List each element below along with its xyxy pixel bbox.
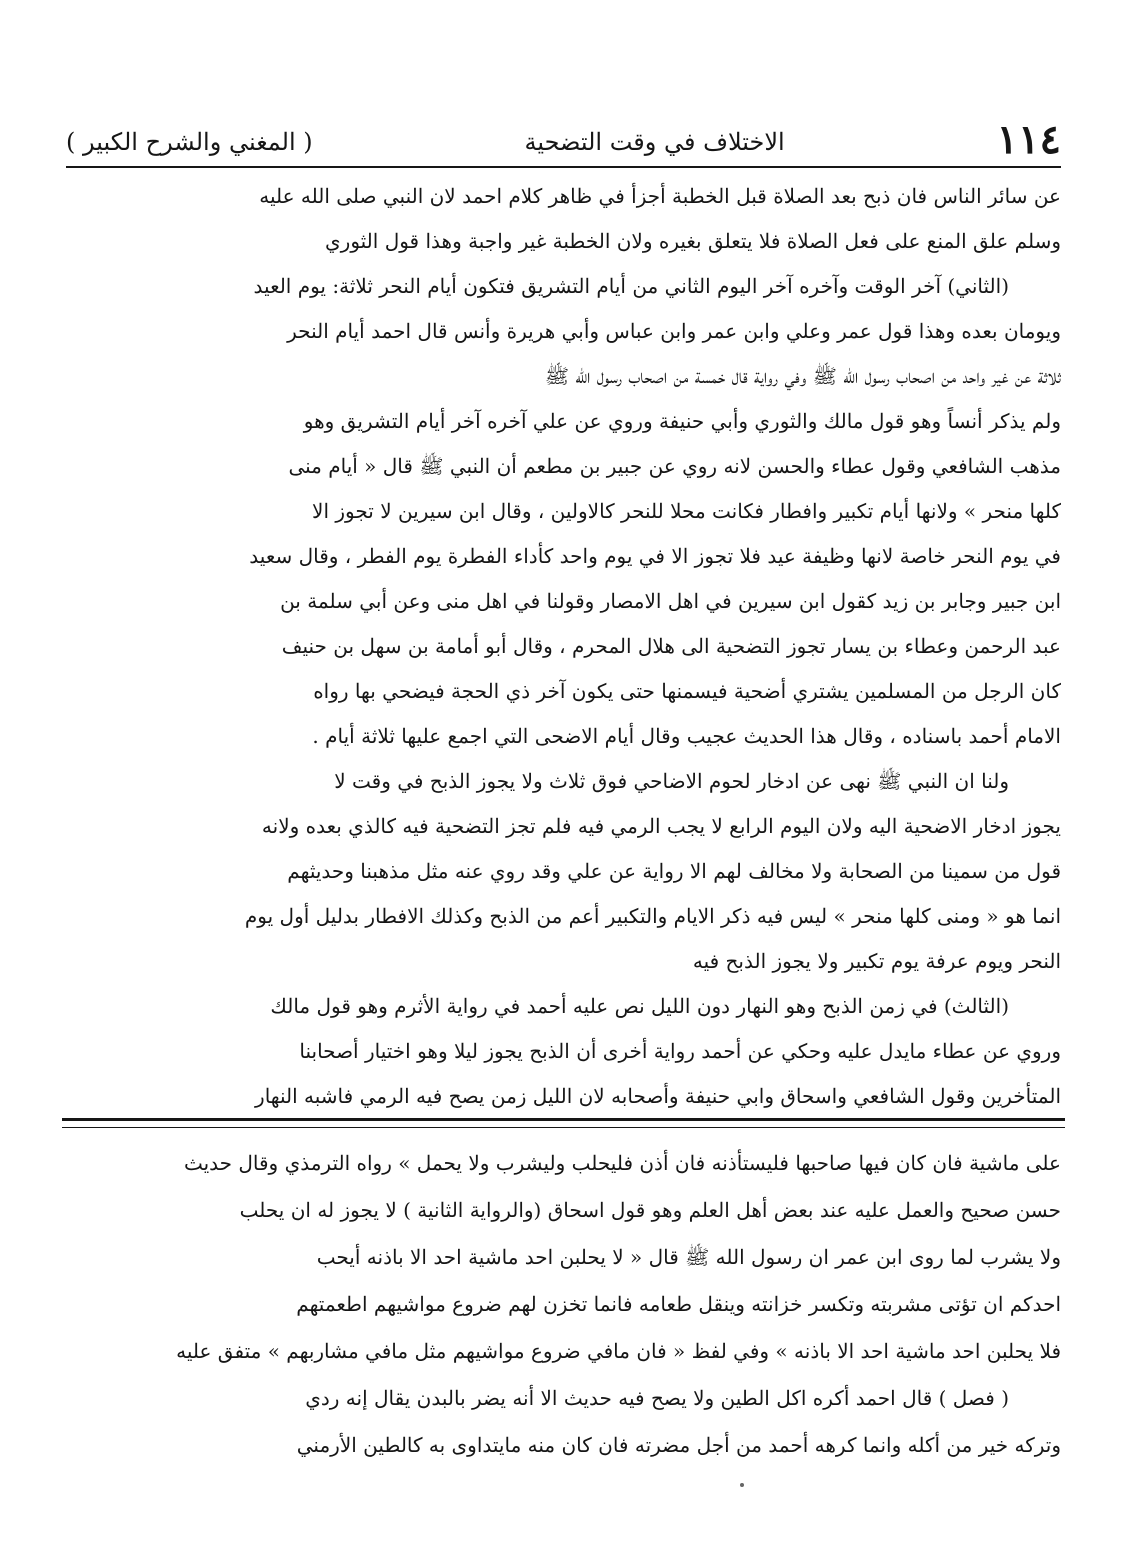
text-line: ثلاثة عن غير واحد من اصحاب رسول الله ﷺ وفي رواية قال خمسة من اصحاب رسول الله ﷺ bbox=[544, 364, 1061, 388]
footnote-line: احدكم ان تؤتى مشربته وتكسر خزانته وينقل طعامه فانما تخزن لهم ضروع مواشيهم اطعمتهم bbox=[296, 1292, 1061, 1316]
text-line: ولنا ان النبي ﷺ نهى عن ادخار لحوم الاضاحي فوق ثلاث ولا يجوز الذبح في وقت لا bbox=[334, 769, 1009, 793]
text-line: انما هو « ومنى كلها منحر » ليس فيه ذكر الايام والتكبير أعم من الذبح وكذلك الافطار بدليل أول يوم bbox=[244, 904, 1061, 928]
main-text bbox=[66, 174, 1061, 1119]
footnote-line: حسن صحيح والعمل عليه عند بعض أهل العلم وهو قول اسحاق (والرواية الثانية ) لا يجوز له ان يحلب bbox=[239, 1198, 1061, 1222]
text-line: المتأخرين وقول الشافعي واسحاق وابي حنيفة وأصحابه لان الليل زمن يصح فيه الرمي فاشبه النهار bbox=[255, 1084, 1061, 1108]
page-number: ١١٤ bbox=[996, 116, 1061, 163]
text-line: قول من سمينا من الصحابة ولا مخالف لهم الا رواية عن علي وقد روي عنه مثل مذهبنا وحديثهم bbox=[287, 859, 1061, 883]
footnote-line: فلا يحلبن احد ماشية احد الا باذنه » وفي لفظ « فان مافي ضروع مواشيهم مثل مافي مشاربهم » متفق عليه bbox=[176, 1339, 1061, 1363]
text-line: ابن جبير وجابر بن زيد كقول ابن سيرين في اهل الامصار وقولنا في اهل منى وعن أبي سلمة بن bbox=[280, 589, 1061, 613]
text-line: في يوم النحر خاصة لانها وظيفة عيد فلا تجوز الا في يوم واحد كأداء الفطرة يوم الفطر ، وقال سعيد bbox=[249, 544, 1061, 568]
footnote-text bbox=[66, 1140, 1061, 1469]
text-line: يجوز ادخار الاضحية اليه ولان اليوم الرابع لا يجب الرمي فيه فلم تجز التضحية فيه كالذي بعده ولانه bbox=[261, 814, 1061, 838]
text-line: مذهب الشافعي وقول عطاء والحسن لانه روي عن جبير بن مطعم أن النبي ﷺ قال « أيام منى bbox=[288, 454, 1061, 478]
header-rule bbox=[66, 166, 1061, 168]
text-line: كلها منحر » ولانها أيام تكبير وافطار فكانت محلا للنحر كالاولين ، وقال ابن سيرين لا تجوز الا bbox=[312, 499, 1061, 523]
footnote-line: على ماشية فان كان فيها صاحبها فليستأذنه فان أذن فليحلب وليشرب ولا يحمل » رواه الترمذي وقال حديث bbox=[183, 1151, 1061, 1175]
footnote-divider bbox=[62, 1118, 1065, 1128]
text-line: النحر ويوم عرفة يوم تكبير ولا يجوز الذبح فيه bbox=[692, 949, 1061, 973]
text-line: وروي عن عطاء مايدل عليه وحكي عن أحمد رواية أخرى أن الذبح يجوز ليلا وهو اختيار أصحابنا bbox=[299, 1039, 1061, 1063]
text-line: عن سائر الناس فان ذبح بعد الصلاة قبل الخطبة أجزأ في ظاهر كلام احمد لان النبي صلى الله عليه bbox=[259, 184, 1061, 208]
text-line: ويومان بعده وهذا قول عمر وعلي وابن عمر وابن عباس وأبي هريرة وأنس قال احمد أيام النحر bbox=[287, 319, 1061, 343]
footnote-line: ولا يشرب لما روى ابن عمر ان رسول الله ﷺ قال « لا يحلبن احد ماشية احد الا باذنه أيحب bbox=[316, 1245, 1061, 1269]
footnote-line: وتركه خير من أكله وانما كرهه أحمد من أجل مضرته فان كان منه مايتداوى به كالطين الأرمني bbox=[296, 1433, 1061, 1457]
text-line: وسلم علق المنع على فعل الصلاة فلا يتعلق بغيره ولان الخطبة غير واجبة وهذا قول الثوري bbox=[325, 229, 1061, 253]
text-line: عبد الرحمن وعطاء بن يسار تجوز التضحية الى هلال المحرم ، وقال أبو أمامة بن سهل بن حنيف bbox=[281, 634, 1061, 658]
footnote-line: ( فصل ) قال احمد أكره اكل الطين ولا يصح فيه حديث الا أنه يضر بالبدن يقال إنه ردي bbox=[305, 1386, 1009, 1410]
text-line: (الثاني) آخر الوقت وآخره آخر اليوم الثاني من أيام التشريق فتكون أيام النحر ثلاثة: يوم العيد bbox=[253, 274, 1009, 298]
text-line: الامام أحمد باسناده ، وقال هذا الحديث عجيب وقال أيام الاضحى التي اجمع عليها ثلاثة أيام . bbox=[312, 724, 1061, 748]
book-title: ( المغني والشرح الكبير ) bbox=[66, 128, 313, 156]
text-line: كان الرجل من المسلمين يشتري أضحية فيسمنها حتى يكون آخر ذي الحجة فيضحي بها رواه bbox=[313, 679, 1061, 703]
page-header bbox=[66, 100, 1061, 163]
chapter-title: الاختلاف في وقت التضحية bbox=[524, 128, 785, 156]
text-line: ولم يذكر أنساً وهو قول مالك والثوري وأبي حنيفة وروي عن علي آخره آخر أيام التشريق وهو bbox=[303, 409, 1061, 433]
text-line: (الثالث) في زمن الذبح وهو النهار دون الليل نص عليه أحمد في رواية الأثرم وهو قول مالك bbox=[270, 994, 1009, 1018]
paper-speck bbox=[740, 1483, 744, 1487]
